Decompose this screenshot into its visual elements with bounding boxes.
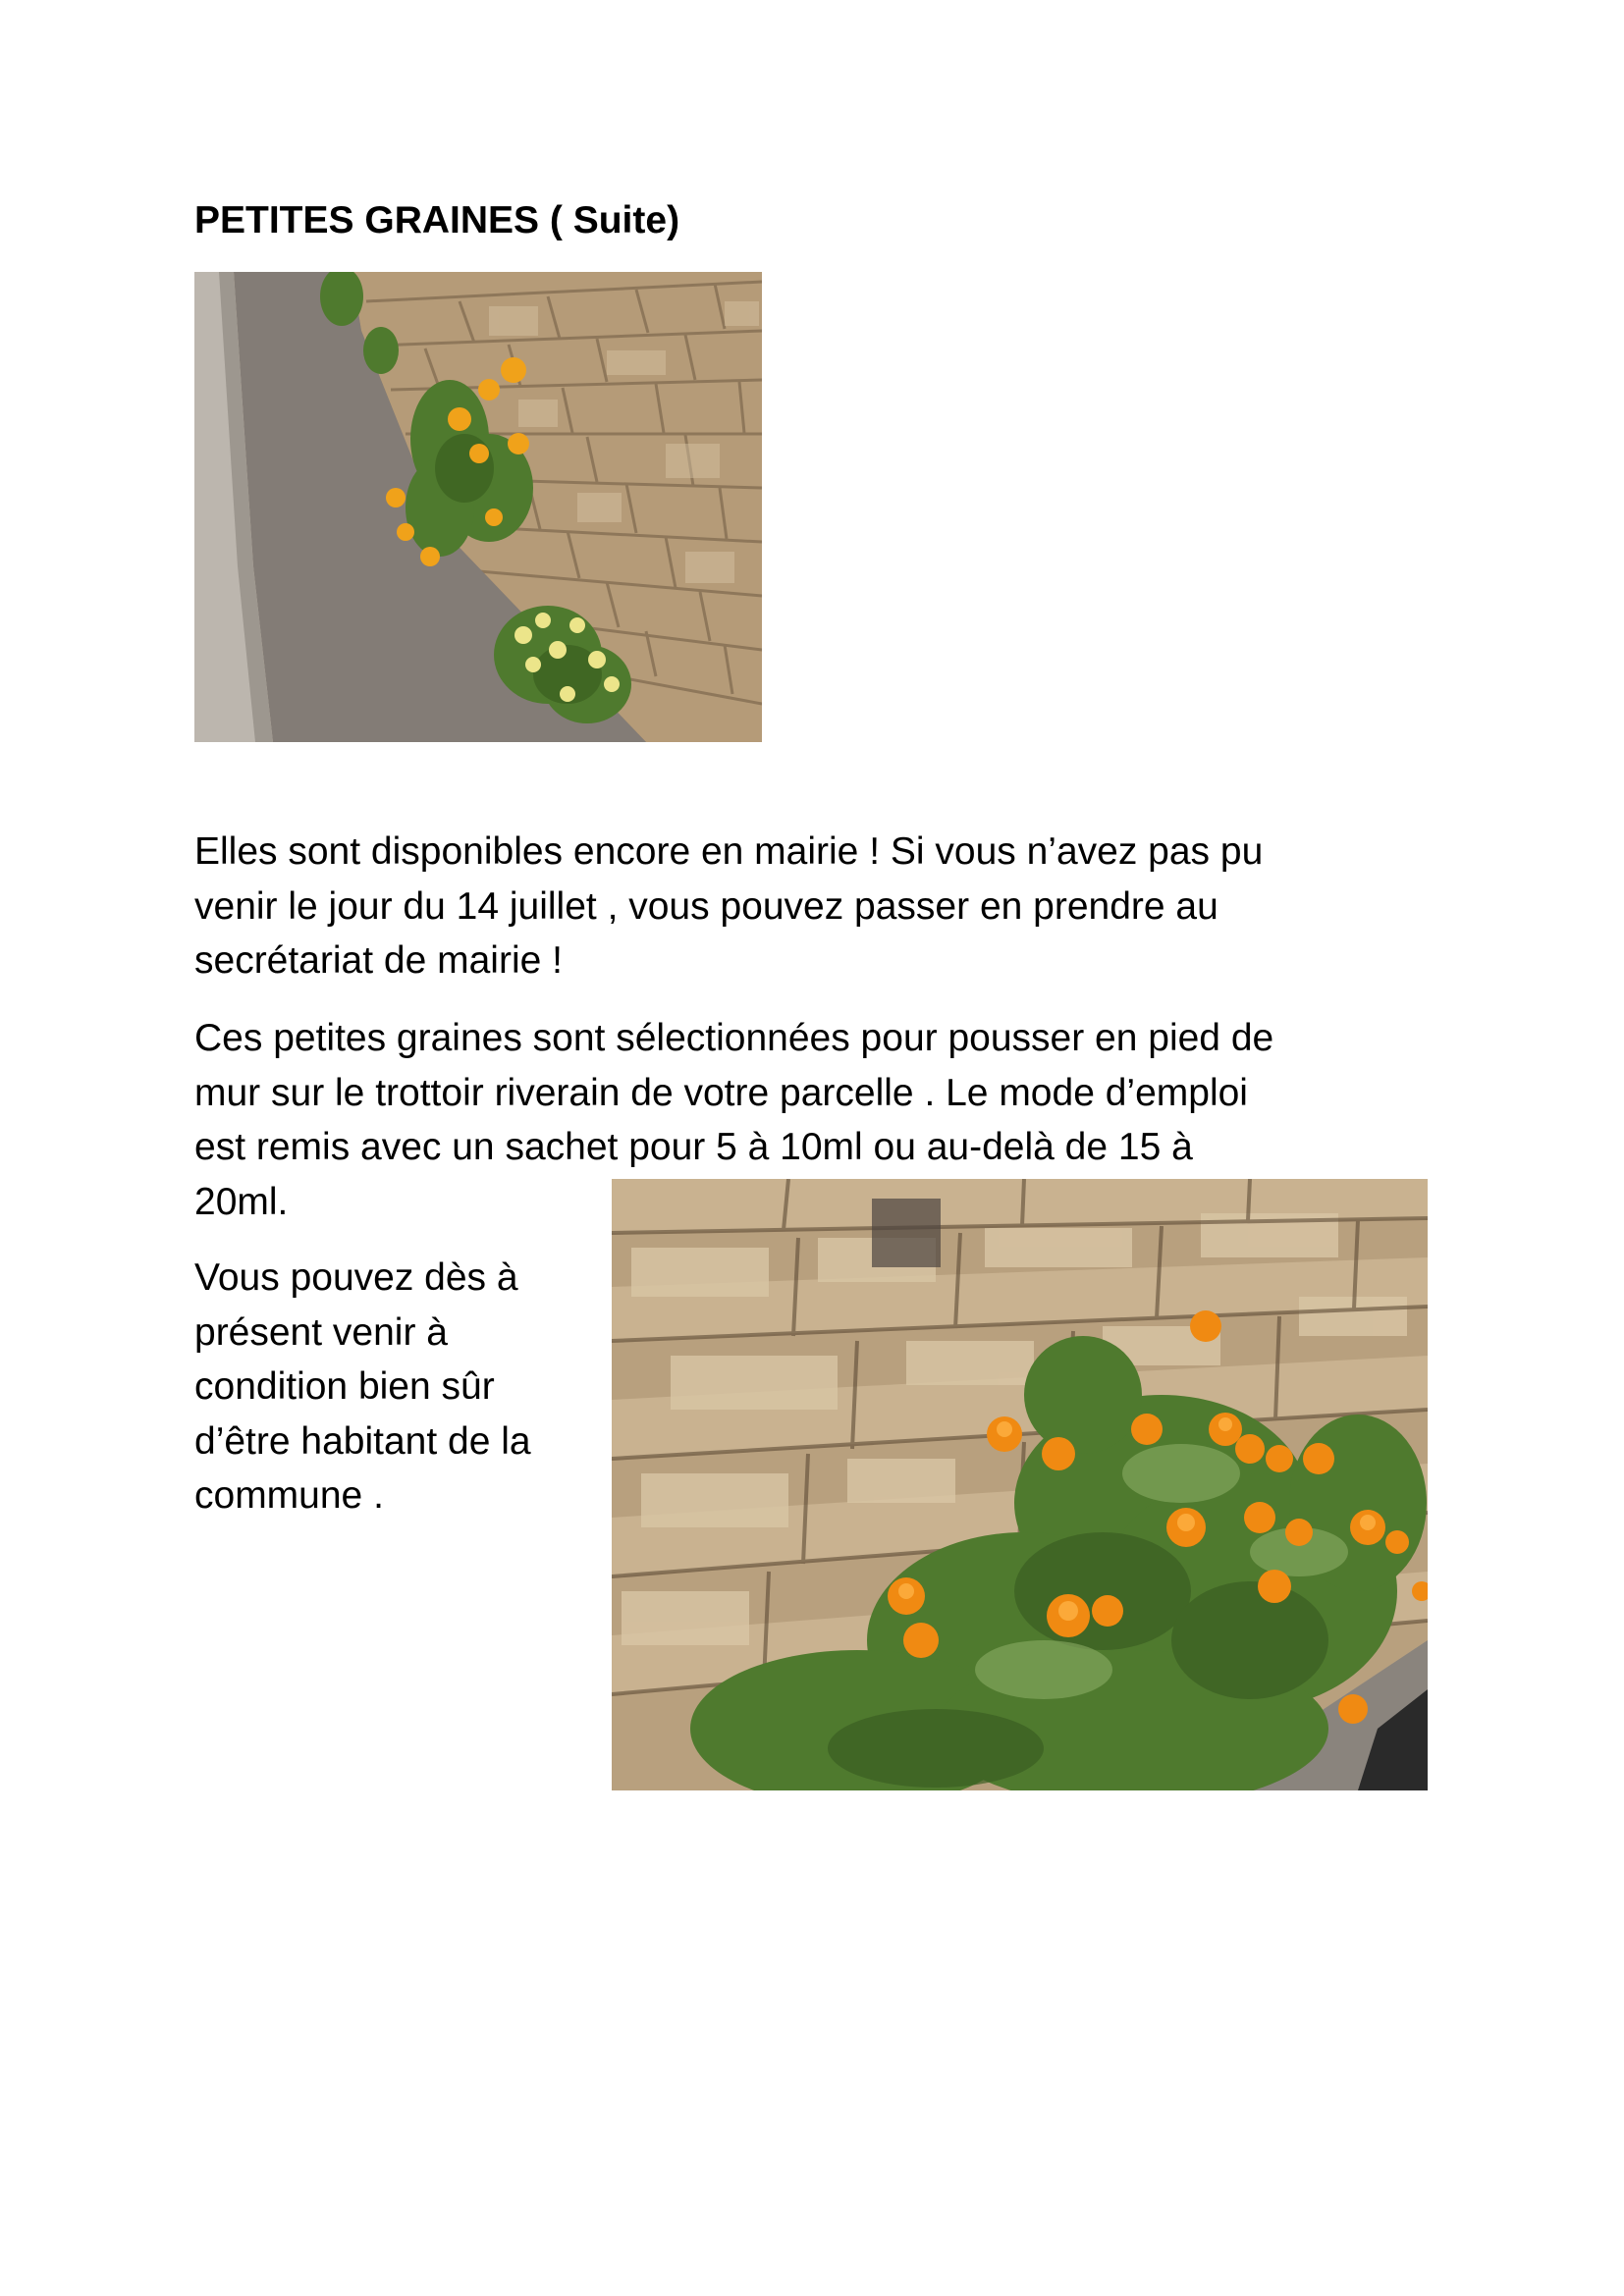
text-line: Vous pouvez dès à: [194, 1256, 518, 1299]
sidewalk-flowers-photo: [194, 272, 762, 742]
text-line: 20ml.: [194, 1180, 289, 1223]
text-line: mur sur le trottoir riverain de votre parcelle . Le mode d’emploi: [194, 1071, 1248, 1114]
availability-paragraph: [194, 825, 1471, 988]
text-line: est remis avec un sachet pour 5 à 10ml ou au-delà de 15 à: [194, 1126, 1193, 1168]
poppies-wall-photo: [612, 1179, 1428, 1790]
text-line: condition bien sûr: [194, 1365, 495, 1408]
text-line: secrétariat de mairie !: [194, 939, 563, 982]
page-title: PETITES GRAINES ( Suite): [194, 199, 680, 241]
residents-paragraph: [194, 1251, 597, 1523]
text-line: d’être habitant de la: [194, 1419, 531, 1463]
text-line: venir le jour du 14 juillet , vous pouvez passer en prendre au: [194, 884, 1218, 928]
text-line: Ces petites graines sont sélectionnées pour pousser en pied de: [194, 1017, 1274, 1059]
text-line: présent venir à: [194, 1310, 448, 1354]
text-line: commune .: [194, 1474, 384, 1517]
text-line: Elles sont disponibles encore en mairie ! Si vous n’avez pas pu: [194, 830, 1264, 873]
